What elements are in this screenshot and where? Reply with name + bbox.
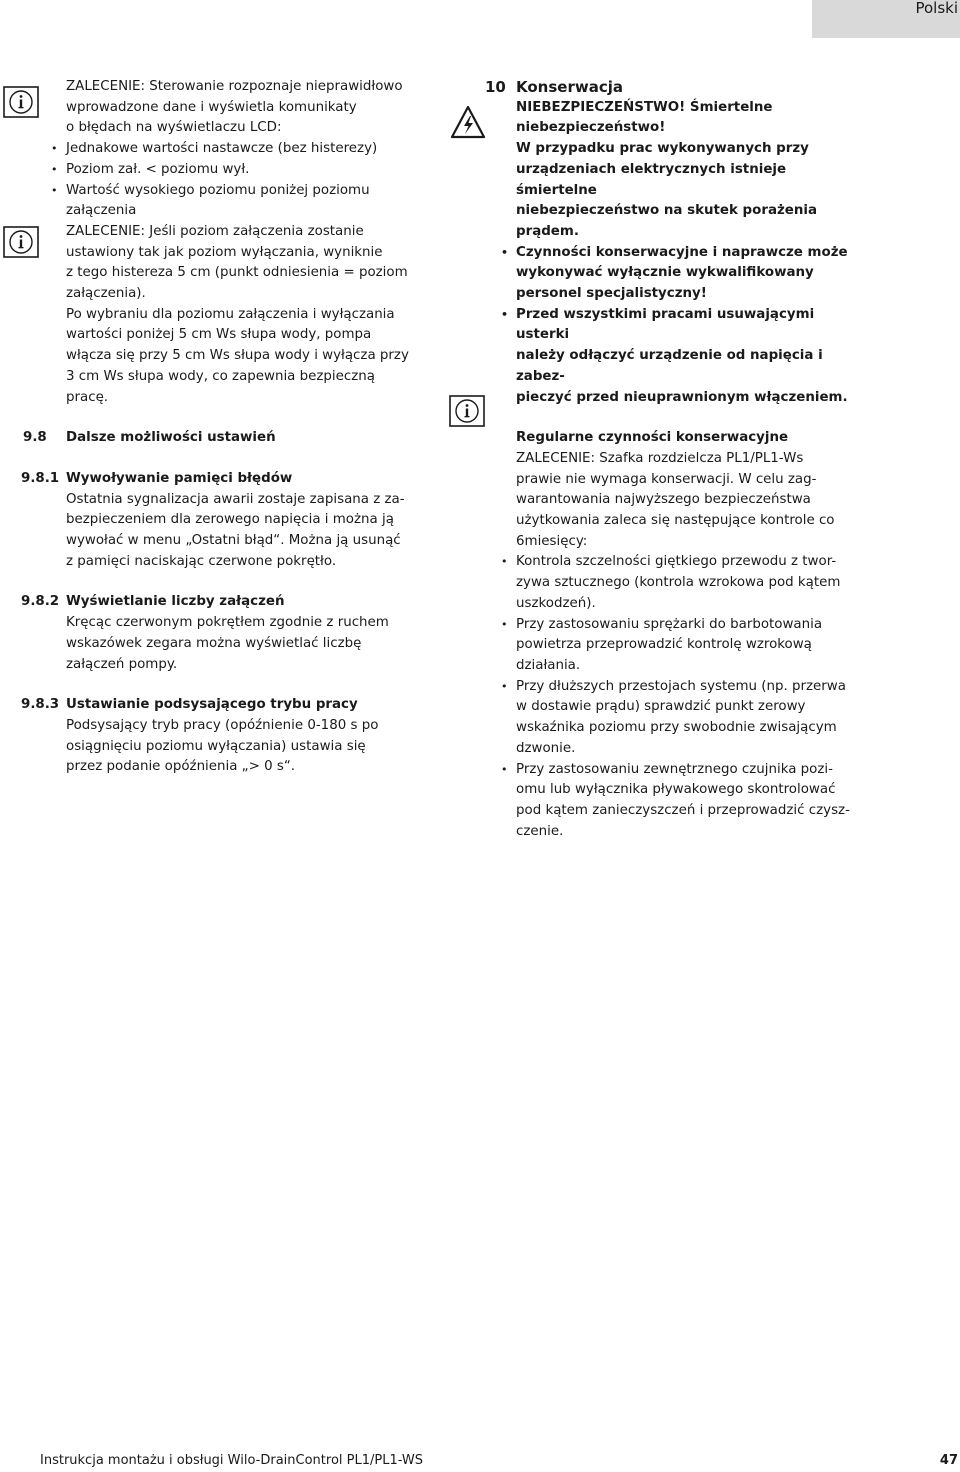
section-heading [485, 77, 856, 98]
text-line: Przy zastosowaniu zewnętrznego czujnika pozi- [516, 761, 833, 777]
section-title: Wyświetlanie liczby załączeń [66, 594, 285, 610]
section-heading [21, 469, 418, 490]
text-line: Podsysający tryb pracy (opóźnienie 0-180 s po [66, 717, 379, 733]
text-line: Przy zastosowaniu sprężarki do barbotowania [516, 616, 823, 632]
section-heading [23, 428, 418, 449]
text-line: osiągnięciu poziomu wyłączania) ustawia się [66, 738, 366, 754]
text-line: wprowadzone dane i wyświetla komunikaty [66, 99, 357, 115]
footer-document-title: Instrukcja montażu i obsługi Wilo-DrainControl PL1/PL1-WS [40, 1453, 424, 1468]
regular-maintenance [516, 428, 856, 842]
text-line: Przy dłuższych przestojach systemu (np. przerwa [516, 678, 846, 694]
text-line: wskazówek zegara można wyświetlać liczbę [66, 635, 362, 651]
text-line: niebezpieczeństwo! [516, 120, 666, 136]
text-line: 3 cm Ws słupa wody, co zapewnia bezpieczną [66, 368, 375, 384]
text-line: wykonywać wyłącznie wykwalifikowany [516, 265, 814, 281]
list-item: • Jednakowe wartości nastawcze (bez histerezy) [66, 139, 418, 160]
list-item [516, 677, 856, 760]
text-line: załączenia). [66, 286, 146, 302]
text-line: prawie nie wymaga konserwacji. W celu zag- [516, 471, 817, 487]
text-line: uszkodzeń). [516, 595, 596, 611]
section-number: 9.8 [23, 430, 47, 446]
text-line: ZALECENIE: Jeśli poziom załączenia zostanie [66, 223, 364, 239]
text-line: załączenia [66, 203, 137, 219]
page-number: 47 [939, 1453, 958, 1468]
left-column [21, 77, 418, 778]
list-item [516, 243, 856, 305]
text-line: włącza się przy 5 cm Ws słupa wody i wyłącza przy [66, 348, 409, 364]
right-column [485, 77, 856, 842]
bullet-list [66, 139, 418, 222]
text-line: 6miesięcy: [516, 533, 588, 549]
text-line: omu lub wyłącznika pływakowego skontrolować [516, 782, 836, 798]
danger-warning [516, 98, 856, 409]
note-hysteresis [66, 222, 418, 408]
text-line: Wartość wysokiego poziomu poniżej poziomu [66, 182, 370, 198]
text-line: należy odłączyć urządzenie od napięcia i zabez- [516, 348, 823, 384]
text-line: działania. [516, 657, 581, 673]
list-item [516, 615, 856, 677]
text-line: wartości poniżej 5 cm Ws słupa wody, pompa [66, 327, 372, 343]
text-line: NIEBEZPIECZEŃSTWO! Śmiertelne [516, 99, 773, 115]
list-item [516, 760, 856, 843]
language-tab: Polski [812, 0, 960, 38]
text-line: pieczyć przed nieuprawnionym włączeniem. [516, 389, 848, 405]
text-line: załączeń pompy. [66, 656, 178, 672]
list-item: • Poziom zał. < poziomu wył. [66, 160, 418, 181]
section-number: 9.8.2 [21, 594, 60, 610]
bullet-list [516, 243, 856, 409]
text-line: ustawiony tak jak poziom wyłączania, wyniknie [66, 244, 383, 260]
text-line: dzwonie. [516, 740, 576, 756]
text-line: wywołać w menu „Ostatni błąd“. Można ją usunąć [66, 533, 401, 549]
text-line: Przed wszystkimi pracami usuwającymi usterki [516, 306, 815, 343]
note-input-validation [66, 77, 418, 222]
text-line: użytkowania zaleca się następujące kontrole co [516, 513, 835, 529]
text-line: Po wybraniu dla poziomu załączenia i wyłączania [66, 306, 395, 322]
section-title: Konserwacja [516, 78, 623, 96]
text-line: czenie. [516, 823, 564, 839]
section-title: Wywoływanie pamięci błędów [66, 470, 293, 486]
list-item [66, 181, 418, 222]
text-line: ZALECENIE: Szafka rozdzielcza PL1/PL1-Ws [516, 450, 804, 466]
text-line: W przypadku prac wykonywanych przy [516, 141, 809, 157]
section-heading [21, 592, 418, 613]
text-line: personel specjalistyczny! [516, 286, 707, 302]
text-line: prądem. [516, 223, 579, 239]
subsection-title: Regularne czynności konserwacyjne [516, 430, 789, 446]
section-number: 9.8.3 [21, 697, 60, 713]
text-line: warantowania najwyższego bezpieczeństwa [516, 492, 811, 508]
list-item [516, 552, 856, 614]
section-title: Dalsze możliwości ustawień [66, 430, 276, 446]
text-line: pod kątem zanieczyszczeń i przeprowadzić czysz- [516, 802, 850, 818]
bullet-list [516, 552, 856, 842]
text-line: zywa sztucznego (kontrola wzrokowa pod kątem [516, 575, 841, 591]
text-line: niebezpieczeństwo na skutek porażenia [516, 203, 818, 219]
section-title: Ustawianie podsysającego trybu pracy [66, 697, 358, 713]
text-line: ZALECENIE: Sterowanie rozpoznaje nieprawidłowo [66, 79, 403, 94]
list-item [516, 305, 856, 409]
text-line: przez podanie opóźnienia „> 0 s“. [66, 759, 296, 775]
electrical-hazard-icon [449, 104, 487, 144]
info-icon [3, 86, 39, 122]
text-line: Czynności konserwacyjne i naprawcze może [516, 244, 848, 260]
text-line: z tego histereza 5 cm (punkt odniesienia = poziom [66, 265, 408, 281]
text-line: Kontrola szczelności giętkiego przewodu z twor- [516, 554, 837, 570]
text-line: powietrza przeprowadzić kontrolę wzrokową [516, 637, 812, 653]
text-line: o błędach na wyświetlaczu LCD: [66, 120, 282, 136]
text-line: z pamięci naciskając czerwone pokrętło. [66, 553, 337, 569]
text-line: bezpieczeniem dla zerowego napięcia i można ją [66, 512, 394, 528]
text-line: pracę. [66, 389, 109, 405]
info-icon [3, 226, 39, 262]
text-line: urządzeniach elektrycznych istnieje śmiertelne [516, 161, 787, 198]
text-line: Kręcąc czerwonym pokrętłem zgodnie z ruchem [66, 615, 389, 631]
section-heading [21, 695, 418, 716]
text-line: wskaźnika poziomu przy swobodnie zwisającym [516, 720, 837, 736]
section-number: 10 [485, 78, 506, 96]
text-line: w dostawie prądu) sprawdzić punkt zerowy [516, 699, 806, 715]
section-number: 9.8.1 [21, 470, 60, 486]
text-line: Ostatnia sygnalizacja awarii zostaje zapisana z za- [66, 491, 405, 507]
info-icon [449, 395, 485, 431]
